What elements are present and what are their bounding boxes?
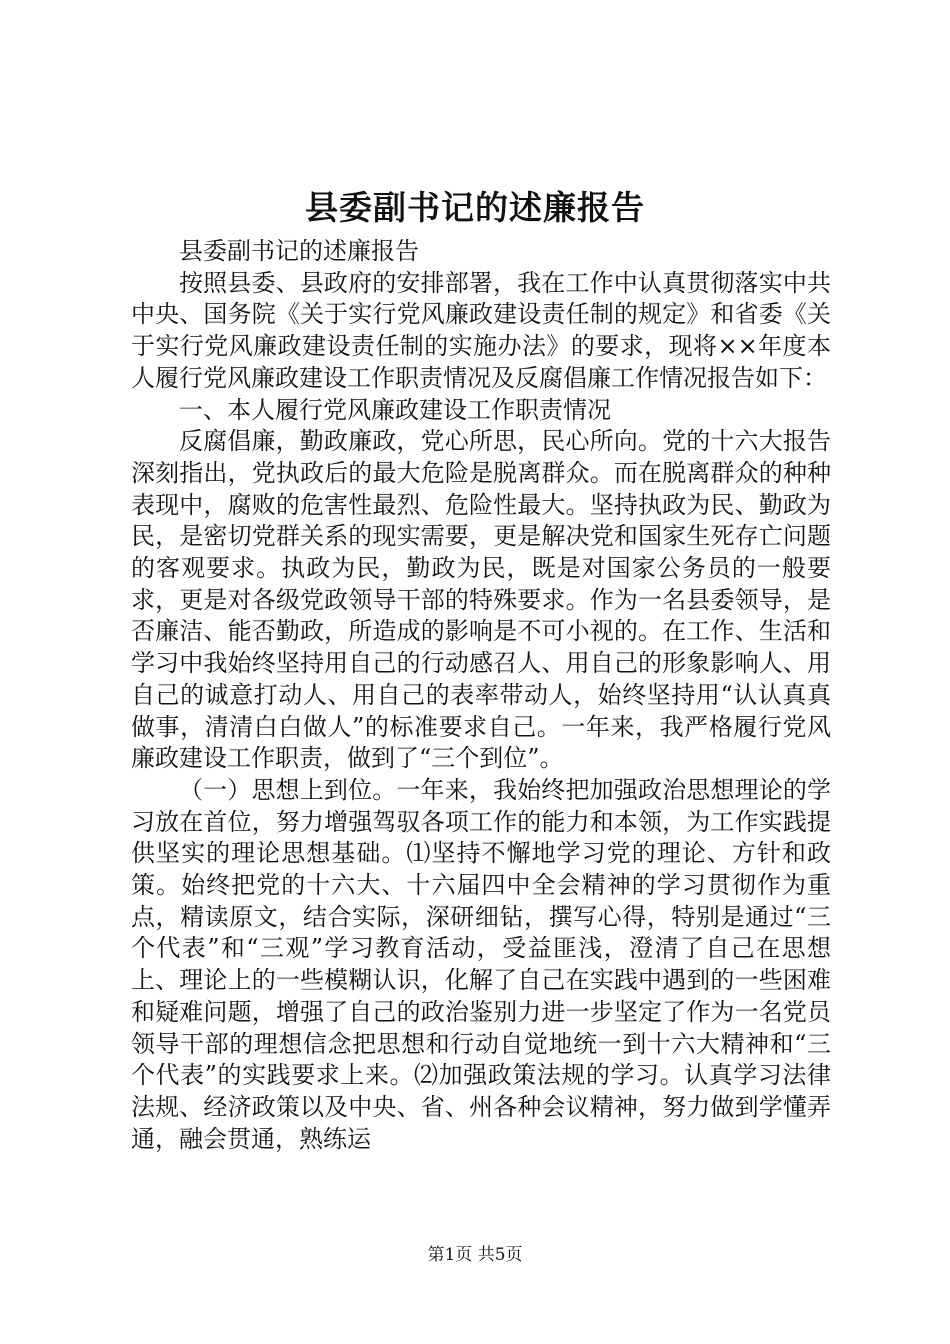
document-body — [131, 236, 831, 1155]
page-number-footer: 第1页 共5页 — [427, 1245, 523, 1265]
paragraph: 反腐倡廉，勤政廉政，党心所思，民心所向。党的十六大报告深刻指出，党执政后的最大危险是脱离群众。而在脱离群众的种种表现中，腐败的危害性最烈、危险性最大。坚持执政为民、勤政为民，是密切党群关系的现实需要，更是解决党和国家生死存亡问题的客观要求。执政为民，勤政为民，既是对国家公务员的一般要求，更是对各级党政领导干部的特殊要求。作为一名县委领导，是否廉洁、能否勤政，所造成的影响是不可小视的。在工作、生活和学习中我始终坚持用自己的行动感召人、用自己的形象影响人、用自己的诚意打动人、用自己的表率带动人，始终坚持用“认认真真做事，清清白白做人”的标准要求自己。一年来，我严格履行党风廉政建设工作职责，做到了“三个到位”。 — [131, 427, 831, 773]
paragraph: （一）思想上到位。一年来，我始终把加强政治思想理论的学习放在首位，努力增强驾驭各项工作的能力和本领，为工作实践提供坚实的理论思想基础。⑴坚持不懈地学习党的理论、方针和政策。始终把党的十六大、十六届四中全会精神的学习贯彻作为重点，精读原文，结合实际，深研细钻，撰写心得，特别是通过“三个代表”和“三观”学习教育活动，受益匪浅，澄清了自己在思想上、理论上的一些模糊认识，化解了自己在实践中遇到的一些困难和疑难问题，增强了自己的政治鉴别力进一步坚定了作为一名党员领导干部的理想信念把思想和行动自觉地统一到十六大精神和“三个代表”的实践要求上来。⑵加强政策法规的学习。认真学习法律法规、经济政策以及中央、省、州各种会议精神，努力做到学懂弄通，融会贯通，熟练运 — [131, 775, 831, 1153]
paragraph-subtitle: 县委副书记的述廉报告 — [179, 237, 419, 265]
paragraph-intro: 按照县委、县政府的安排部署，我在工作中认真贯彻落实中共中央、国务院《关于实行党风廉政建设责任制的规定》和省委《关于实行党风廉政建设责任制的实施办法》的要求，现将××年度本人履行党风廉政建设工作职责情况及反腐倡廉工作情况报告如下： — [131, 268, 831, 392]
document-title: 县委副书记的述廉报告 — [305, 188, 645, 227]
section-heading: 一、本人履行党风廉政建设工作职责情况 — [179, 395, 611, 424]
